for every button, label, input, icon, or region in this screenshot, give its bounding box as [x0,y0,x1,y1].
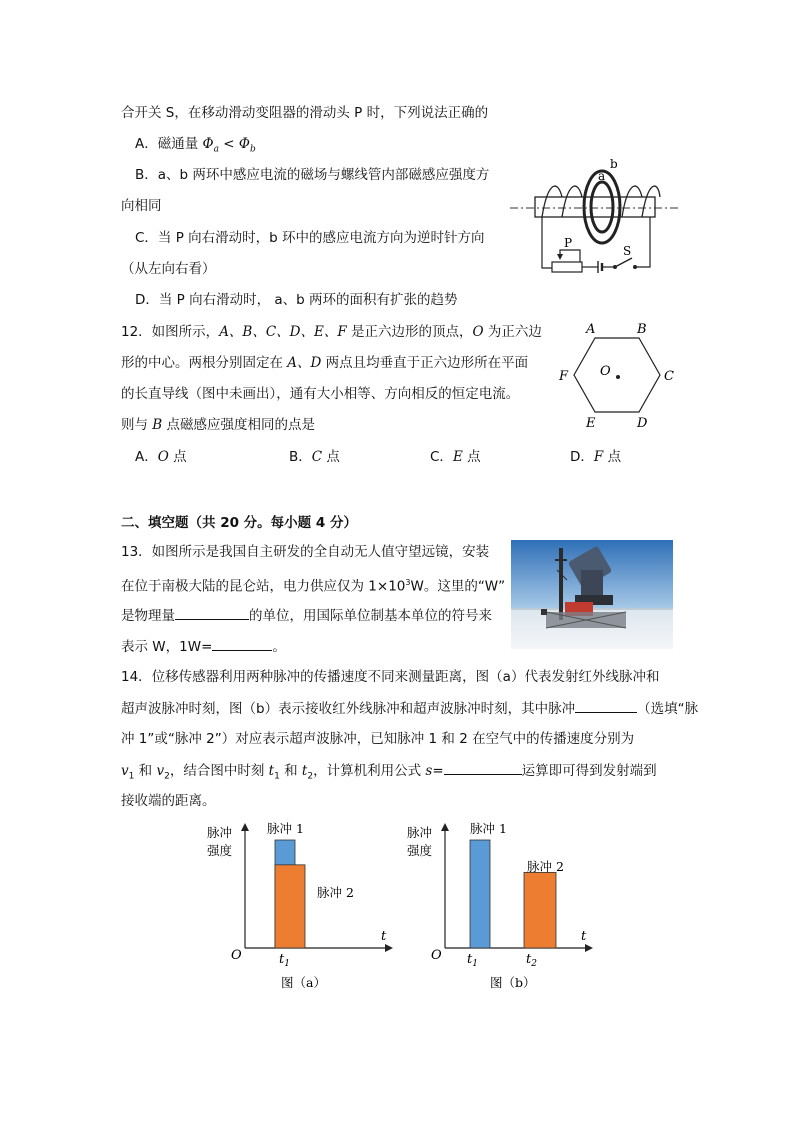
q12-line1: 12．如图所示，A、B、C、D、E、F 是正六边形的顶点，O 为正六边 [121,324,542,340]
wire-left [542,217,560,268]
q14-line4: $v_1$ 和 $v_2$，结合图中时刻 $t_1$ 和 $t_2$，计算机利用公式 s= 运算即可得到发射端到 [121,760,657,787]
ring-a [591,182,613,232]
wire-right [635,217,650,267]
q12-option-a: A．O 点 [135,449,187,465]
y-axis-label-line2: 强度 [207,843,233,858]
q11-option-d: D．当 P 向右滑动时， a、b 两环的面积有扩张的趋势 [135,292,458,308]
q12-option-d: D．F 点 [570,449,622,465]
label-s: S [623,244,632,258]
tick-t2: $t_2$ [526,952,537,969]
bar-pulse2 [524,872,556,948]
x-axis-arrow [385,944,393,952]
vertex-a: A [586,322,596,337]
q11-option-c-line1: C．当 P 向右滑动时，b 环中的感应电流方向为逆时针方向 [135,230,485,246]
vertex-b: B [637,322,647,337]
q14-line5: 接收端的距离。 [121,793,216,809]
bar-pulse1 [470,840,490,948]
series-label-pulse2: 脉冲 2 [527,859,564,874]
slider-wire [560,250,580,262]
series-label-pulse2: 脉冲 2 [317,885,354,900]
q14-line1: 14．位移传感器利用两种脉冲的传播速度不同来测量距离，图（a）代表发射红外线脉冲和 [121,669,660,685]
slider-p-arrow [557,254,563,260]
q13-line4: 表示 W，1W= 。 [121,636,286,657]
q12-option-b: B．C 点 [289,449,340,465]
telescope-photo [511,540,673,649]
rheostat [552,262,582,272]
vertex-d: D [637,416,648,431]
q13-line2: 在位于南极大陆的昆仑站，电力供应仅为 $1\times 10^3W$。这里的“W” [121,578,506,595]
x-axis-label: t [581,929,587,944]
series-label-pulse1: 脉冲 1 [267,821,304,836]
q12-option-c: C．E 点 [430,449,481,465]
y-axis-arrow [241,823,249,831]
chart-caption: 图（a） [281,975,326,990]
center-o: O [600,364,611,379]
series-label-pulse1: 脉冲 1 [470,821,507,836]
q14-blank-2[interactable] [444,760,522,775]
q13-line1: 13．如图所示是我国自主研发的全自动无人值守望远镜，安装 [121,544,490,560]
origin-label: O [231,948,242,963]
vertex-c: C [664,369,674,384]
q11-option-b-line2: 向相同 [121,198,162,214]
q14-line2: 超声波脉冲时刻，图（b）表示接收红外线脉冲和超声波脉冲时刻，其中脉冲 （选填“脉 [121,698,698,719]
q11-option-c-line2: （从左向右看） [121,261,216,277]
q14-line3: 冲 1”或“脉冲 2”）对应表示超声波脉冲，已知脉冲 1 和 2 在空气中的传播速度分别为 [121,731,635,747]
q11-stem: 合开关 S，在移动滑动变阻器的滑动头 P 时，下列说法正确的 [121,105,489,121]
switch-s [615,258,632,267]
label-b: b [610,157,618,171]
x-axis-label: t [381,929,387,944]
q13-line3: 是物理量 的单位，用国际单位制基本单位的符号来 [121,605,492,626]
q11-option-a: A．磁通量 $\Phi_a < \Phi_b$ [135,136,256,155]
y-axis-label-line1: 脉冲 [207,825,233,840]
bar-pulse2 [275,865,305,948]
y-axis-label-line2: 强度 [407,843,433,858]
pulse-chart-a [195,815,405,1000]
vertex-f: F [559,369,569,384]
solenoid-ring-figure [510,150,680,280]
q12-line3: 的长直导线（图中未画出），通有大小相等、方向相反的恒定电流。 [121,386,520,402]
y-axis-arrow [441,823,449,831]
tick-t1: $t_1$ [279,952,290,969]
pulse-chart-b [395,815,605,1000]
q12-line4: 则与 B 点磁感应强度相同的点是 [121,417,316,433]
q11-option-b-line1: B．a、b 两环中感应电流的磁场与螺线管内部磁感应强度方 [135,167,490,183]
q13-blank-2[interactable] [212,636,272,651]
origin-label: O [431,948,442,963]
hexagon [574,338,660,412]
q13-blank-1[interactable] [175,605,249,620]
vertex-e: E [586,416,596,431]
solenoid-body [535,197,655,217]
q14-blank-1[interactable] [575,698,637,713]
section-heading: 二、填空题（共 20 分。每小题 4 分） [121,515,357,531]
chart-caption: 图（b） [490,975,536,990]
label-a: a [598,169,606,183]
x-axis-arrow [585,944,593,952]
solenoid-coils [542,186,660,217]
q12-line2: 形的中心。两根分别固定在 A、D 两点且均垂直于正六边形所在平面 [121,355,529,371]
tick-t1: $t_1$ [467,952,478,969]
label-p: P [564,236,573,250]
y-axis-label-line1: 脉冲 [407,825,433,840]
center-dot [616,375,620,379]
hexagon-figure [552,318,692,433]
